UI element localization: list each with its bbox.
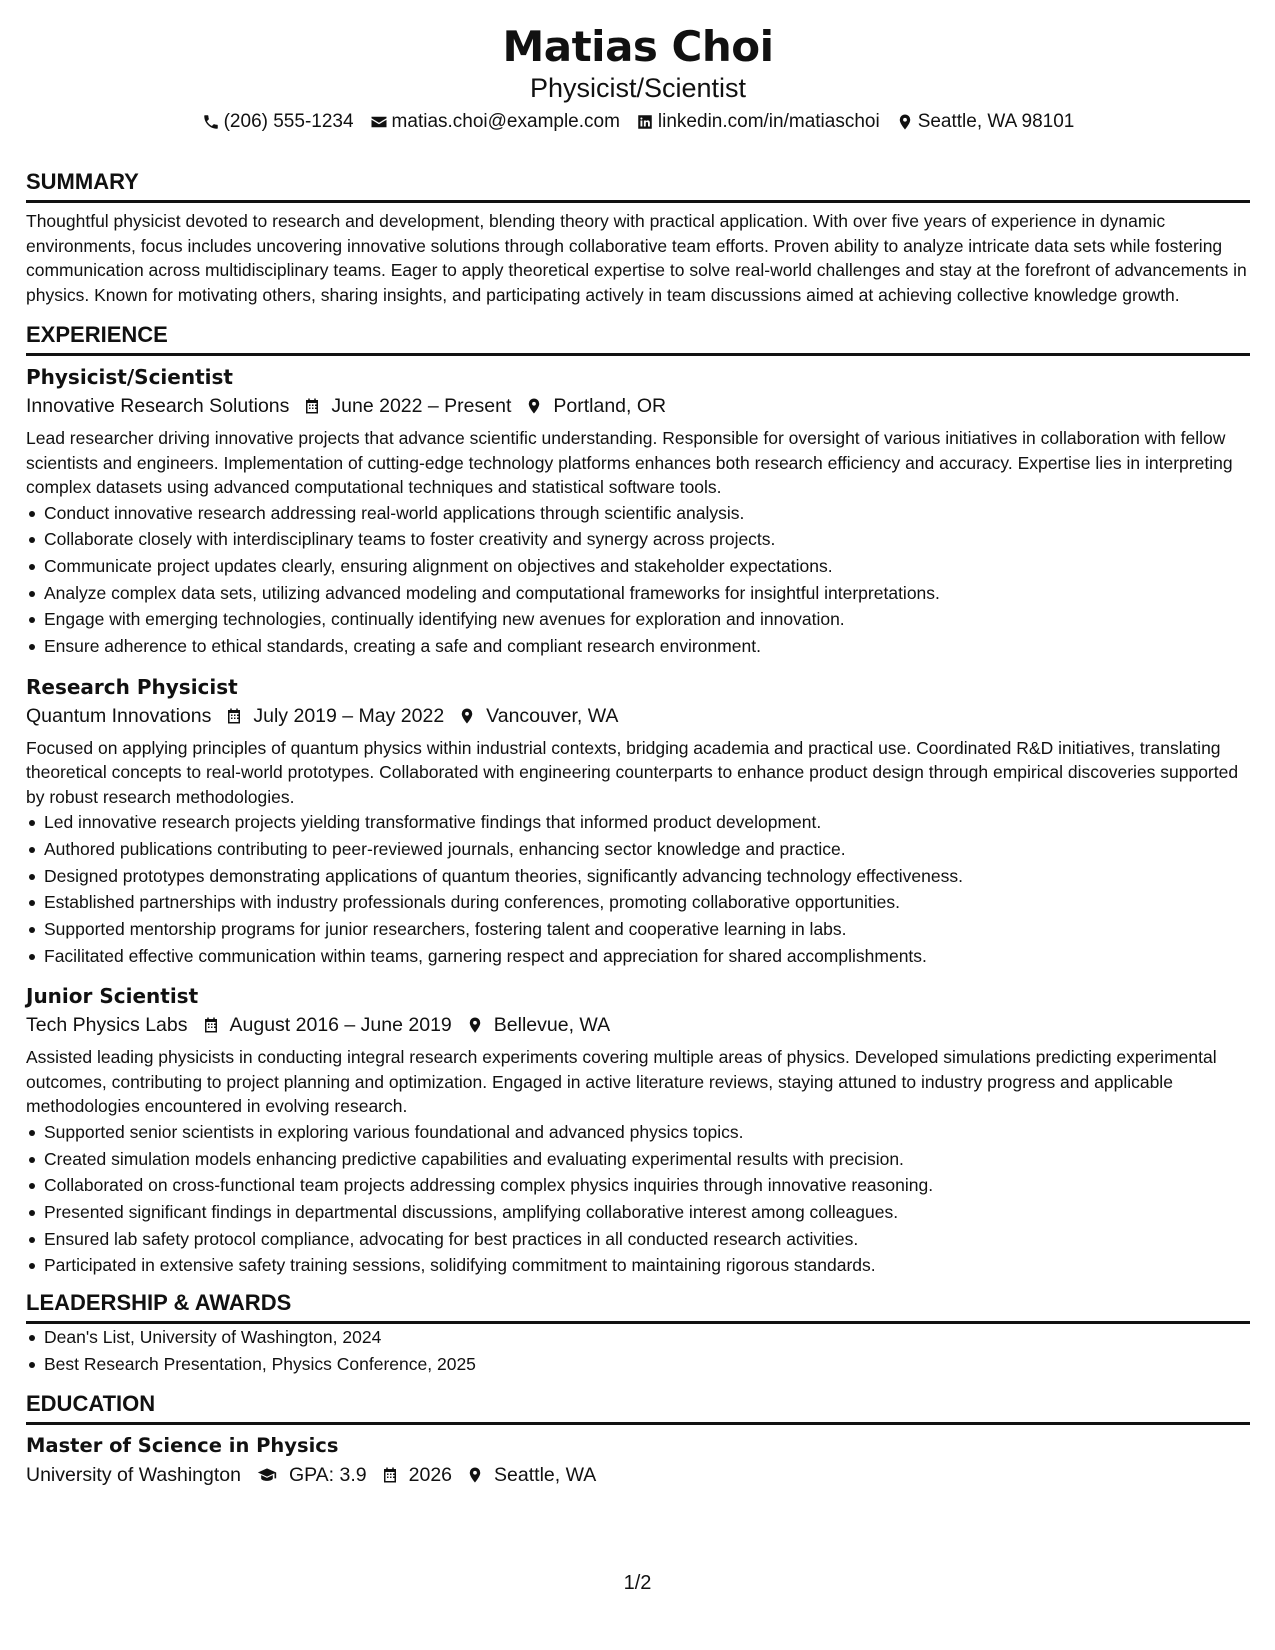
list-item: Presented significant findings in departmental discussions, amplifying collaborative interest among colleagues. <box>26 1199 1250 1226</box>
experience-section <box>26 321 1250 1279</box>
job-title: Research Physicist <box>26 674 238 699</box>
job-location: Vancouver, WA <box>486 704 619 727</box>
list-item: Communicate project updates clearly, ensuring alignment on objectives and stakeholder expectations. <box>26 553 1250 580</box>
summary-section <box>26 168 1250 307</box>
list-item: Best Research Presentation, Physics Conference, 2025 <box>26 1351 1250 1378</box>
job-location: Bellevue, WA <box>493 1014 611 1037</box>
experience-heading: EXPERIENCE <box>26 321 1250 356</box>
awards-section <box>26 1289 1250 1377</box>
education-section <box>26 1390 1250 1489</box>
job-location: Portland, OR <box>553 395 667 417</box>
contact-linkedin[interactable] <box>636 110 880 134</box>
phone-text: (206) 555-1234 <box>223 111 354 132</box>
list-item: Supported mentorship programs for junior researchers, fostering talent and cooperative learning in labs. <box>26 916 1250 943</box>
awards-heading: LEADERSHIP & AWARDS <box>26 1289 1250 1324</box>
contact-phone[interactable] <box>202 110 354 134</box>
job-dates: June 2022 – Present <box>331 395 512 417</box>
candidate-name: Matias Choi <box>502 22 774 71</box>
calendar-icon <box>303 396 321 416</box>
map-pin-icon <box>466 1465 484 1485</box>
list-item: Ensured lab safety protocol compliance, advocating for best practices in all conducted research activities. <box>26 1226 1250 1253</box>
education-location: Seattle, WA <box>494 1463 597 1486</box>
email-text: matias.choi@example.com <box>391 111 620 132</box>
job-description: Assisted leading physicists in conducting integral research experiments covering multiple areas of physics. Developed simulations predicting experimental outcomes, contributing to project planning and optimization. Engaged in active literature reviews, staying attuned to industry progress and applicable methodologies encountered in evolving research. <box>26 1047 1217 1117</box>
list-item: Engage with emerging technologies, continually identifying new avenues for exploration and innovation. <box>26 606 1250 633</box>
list-item: Designed prototypes demonstrating applications of quantum theories, significantly advancing technology effectiveness. <box>26 863 1250 890</box>
list-item: Created simulation models enhancing predictive capabilities and evaluating experimental results with precision. <box>26 1146 1250 1173</box>
contact-location <box>896 110 1075 134</box>
contact-row <box>26 110 1250 134</box>
education-heading: EDUCATION <box>26 1390 1250 1425</box>
envelope-icon <box>370 113 388 131</box>
list-item: Dean's List, University of Washington, 2024 <box>26 1324 1250 1351</box>
list-item: Collaborated on cross-functional team projects addressing complex physics inquiries through innovative reasoning. <box>26 1172 1250 1199</box>
job-dates: July 2019 – May 2022 <box>253 704 445 727</box>
list-item: Led innovative research projects yielding transformative findings that informed product development. <box>26 809 1250 836</box>
job-description: Lead researcher driving innovative projects that advance scientific understanding. Responsible for oversight of various initiatives in collaboration with fellow scientists and engineers. Implementation of cutting-edge technology platforms enhances both research efficiency and accuracy. Expertise lies in interpreting complex datasets using advanced computational techniques and statistical software tools. <box>26 428 1233 497</box>
list-item: Ensure adherence to ethical standards, creating a safe and compliant research environment. <box>26 633 1250 660</box>
location-text: Seattle, WA 98101 <box>917 111 1075 132</box>
education-meta <box>26 1461 1250 1489</box>
list-item: Analyze complex data sets, utilizing advanced modeling and computational frameworks for insightful interpretations. <box>26 580 1250 607</box>
graduation-year: 2026 <box>408 1463 453 1486</box>
list-item: Established partnerships with industry professionals during conferences, promoting collaborative opportunities. <box>26 889 1250 916</box>
job-company: Tech Physics Labs <box>26 1014 188 1037</box>
map-pin-icon <box>525 396 543 416</box>
linkedin-icon <box>636 113 654 131</box>
contact-email[interactable] <box>370 110 620 134</box>
map-pin-icon <box>896 113 914 131</box>
calendar-icon <box>202 1015 220 1035</box>
job-meta <box>26 1011 1250 1039</box>
job-company: Innovative Research Solutions <box>26 395 290 417</box>
job-meta <box>26 702 1250 730</box>
list-item: Supported senior scientists in exploring various foundational and advanced physics topics. <box>26 1119 1250 1146</box>
school-name: University of Washington <box>26 1463 241 1486</box>
job-description: Focused on applying principles of quantum physics within industrial contexts, bridging academia and practical use. Coordinated R&D initiatives, translating theoretical concepts to real-world prototypes. Collaborated with engineering counterparts to enhance product design through empirical discoveries supported by robust research methodologies. <box>26 737 1239 807</box>
summary-heading: SUMMARY <box>26 168 1250 203</box>
map-pin-icon <box>458 706 476 726</box>
list-item: Collaborate closely with interdisciplinary teams to foster creativity and synergy across projects. <box>26 526 1250 553</box>
list-item: Conduct innovative research addressing real-world applications through scientific analysis. <box>26 500 1250 527</box>
summary-text: Thoughtful physicist devoted to research and development, blending theory with practical application. With over five years of experience in dynamic environments, focus includes uncovering innovative solutions through collaborative team efforts. Proven ability to analyze intricate data sets while fostering communication across multidisciplinary teams. Eager to apply theoretical expertise to solve real-world challenges and stay at the forefront of advancements in physics. Known for motivating others, sharing insights, and participating actively in team discussions aimed at achieving collective knowledge growth. <box>26 211 1247 305</box>
job-entry <box>26 364 1250 660</box>
job-title: Junior Scientist <box>26 984 199 1009</box>
list-item: Facilitated effective communication within teams, garnering respect and appreciation for shared accomplishments. <box>26 943 1250 970</box>
linkedin-text: linkedin.com/in/matiaschoi <box>657 111 880 132</box>
calendar-icon <box>225 706 243 726</box>
job-bullets <box>26 809 1250 969</box>
list-item: Participated in extensive safety training sessions, solidifying commitment to maintaining rigorous standards. <box>26 1252 1250 1279</box>
job-title: Physicist/Scientist <box>26 365 233 389</box>
gpa-text: GPA: 3.9 <box>288 1463 367 1486</box>
job-entry <box>26 674 1250 970</box>
job-bullets <box>26 500 1250 660</box>
phone-icon <box>202 113 220 131</box>
resume-page <box>26 22 1250 1489</box>
job-bullets <box>26 1119 1250 1279</box>
job-meta <box>26 392 1250 420</box>
degree-title: Master of Science in Physics <box>26 1433 339 1457</box>
candidate-title: Physicist/Scientist <box>529 73 747 103</box>
list-item: Authored publications contributing to peer-reviewed journals, enhancing sector knowledge and practice. <box>26 836 1250 863</box>
map-pin-icon <box>466 1015 484 1035</box>
job-entry <box>26 983 1250 1279</box>
page-number: 1/2 <box>623 1572 652 1594</box>
job-dates: August 2016 – June 2019 <box>229 1014 452 1037</box>
resume-header <box>26 22 1250 134</box>
graduation-cap-icon <box>255 1465 279 1485</box>
calendar-icon <box>381 1465 399 1485</box>
job-company: Quantum Innovations <box>26 704 212 727</box>
awards-list <box>26 1324 1250 1377</box>
